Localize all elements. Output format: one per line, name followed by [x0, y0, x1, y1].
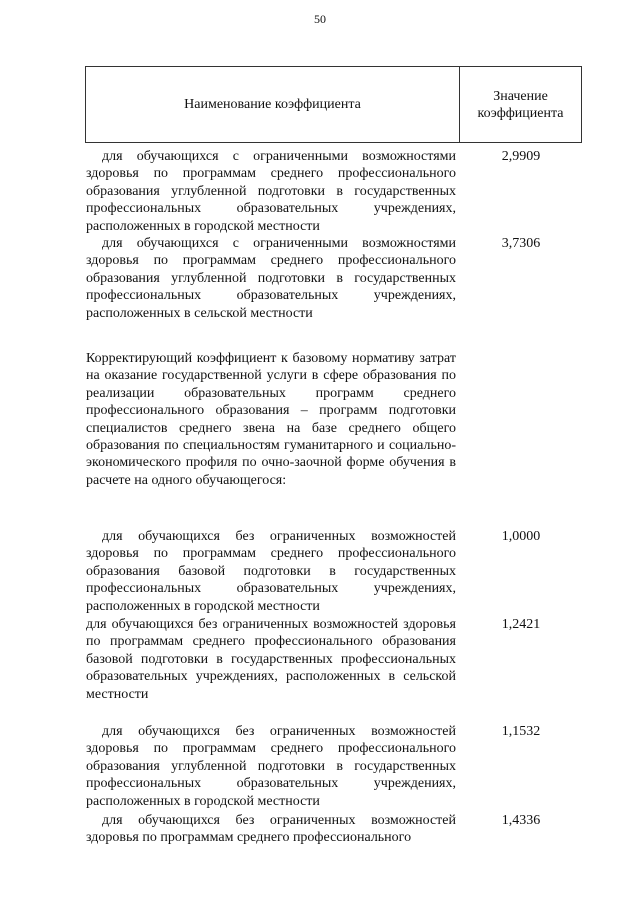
- section-heading-paragraph: Корректирующий коэффициент к базовому нормативу затрат на оказание государственной услуги в сфере образования по реализации образовательных программ среднего профессионального образования – программ подготовки специалистов среднего звена на базе среднего общего образования по специальностям гуманитарного и социально-экономического профиля по очно-заочной форме обучения в расчете на одного обучающегося:: [86, 351, 456, 488]
- row-value: 1,4336: [501, 813, 541, 828]
- row-description: для обучающихся с ограниченными возможностями здоровья по программам среднего профессионального образования углубленной подготовки в государственных профессиональных образовательных учреждениях, расположенных в сельской местности: [86, 236, 456, 321]
- row-value: 1,2421: [501, 617, 541, 632]
- row-description: для обучающихся без ограниченных возможностей здоровья по программам среднего профессионального образования базовой подготовки в государственных профессиональных образовательных учреждениях, расположенных в городской местности: [86, 529, 456, 614]
- row-value: 2,9909: [501, 149, 541, 164]
- coefficient-value-header: Значение коэффициента: [477, 88, 564, 121]
- row-description: для обучающихся без ограниченных возможностей здоровья по программам среднего профессионального образования базовой подготовки в государственных профессиональных образовательных учреждениях, расположенных в сельской местности: [86, 617, 456, 702]
- row-description: для обучающихся без ограниченных возможностей здоровья по программам среднего профессионального образования углубленной подготовки в государственных профессиональных образовательных учреждениях, расположенных в городской местности: [86, 724, 456, 809]
- table-header: [85, 66, 582, 143]
- page-number: 50: [314, 12, 326, 26]
- row-description: для обучающихся с ограниченными возможностями здоровья по программам среднего профессионального образования углубленной подготовки в государственных профессиональных образовательных учреждениях, расположенных в городской местности: [86, 149, 456, 234]
- row-value: 1,0000: [501, 529, 541, 544]
- row-value: 1,1532: [501, 724, 541, 739]
- coefficient-name-header: Наименование коэффициента: [184, 96, 361, 112]
- row-description: для обучающихся без ограниченных возможностей здоровья по программам среднего профессионального: [86, 813, 456, 846]
- row-value: 3,7306: [501, 236, 541, 251]
